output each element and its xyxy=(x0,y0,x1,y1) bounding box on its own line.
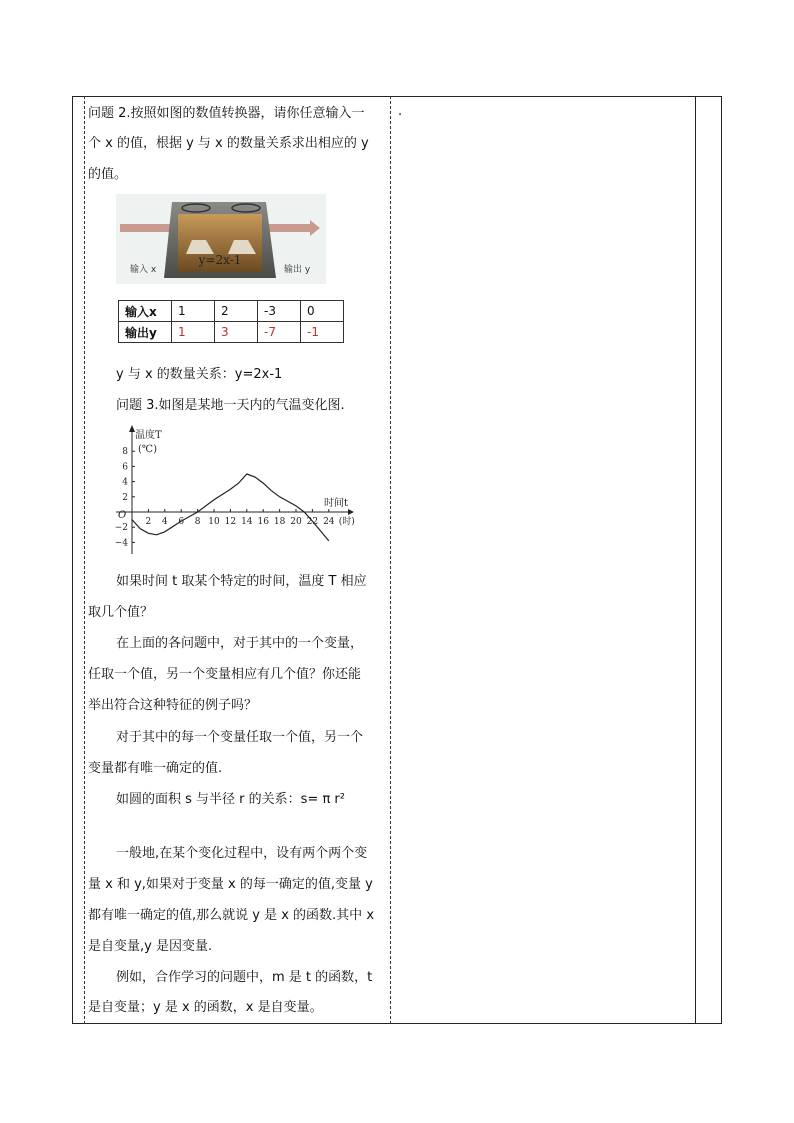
x-tick-label: 12 xyxy=(224,517,237,527)
x-tick-label: 4 xyxy=(161,517,168,527)
output-cell: 3 xyxy=(215,322,258,343)
x-tick-label: 16 xyxy=(257,517,269,527)
para-line: 都有唯一确定的值,那么就说 y 是 x 的函数.其中 x xyxy=(88,908,375,923)
para-line: 是自变量,y 是因变量. xyxy=(88,939,213,954)
output-header: 输出y xyxy=(119,322,172,343)
para-line: 在上面的各问题中，对于其中的一个变量， xyxy=(116,636,364,651)
para-line: 变量都有唯一确定的值. xyxy=(88,761,223,776)
table-row-input xyxy=(119,301,344,322)
x-tick-label: 22 xyxy=(306,517,319,527)
q2-line-1: 问题 2.按照如图的数值转换器，请你任意输入一 xyxy=(88,106,365,121)
x-tick-label: 14 xyxy=(241,517,253,527)
output-cell: 1 xyxy=(172,322,215,343)
x-tick-label: 24 xyxy=(323,517,335,527)
para-line: 例如，合作学习的问题中，m 是 t 的函数，t xyxy=(116,970,373,985)
input-cell: 2 xyxy=(215,301,258,322)
input-cell: 0 xyxy=(301,301,344,322)
y-tick-label: 2 xyxy=(122,492,128,503)
x-tick-label: 6 xyxy=(178,517,185,527)
x-axis-unit: (时) xyxy=(338,517,355,527)
para-line: 对于其中的每一个变量任取一个值，另一个 xyxy=(116,730,364,745)
table-row-output xyxy=(119,322,344,343)
machine-input-label: 输入 x xyxy=(130,265,157,275)
right-column-mark: . xyxy=(398,104,403,119)
x-tick-label: 8 xyxy=(194,517,201,527)
y-axis-unit: (℃) xyxy=(138,444,157,455)
temperature-chart xyxy=(112,424,362,560)
y-tick-label: −2 xyxy=(114,523,128,534)
para-line: 取几个值？ xyxy=(88,605,154,620)
y-axis-label: 温度T xyxy=(135,430,162,441)
machine-output-label: 输出 y xyxy=(284,265,311,275)
x-tick-label: 2 xyxy=(145,517,152,527)
right-column-border xyxy=(695,96,696,1024)
number-converter-image xyxy=(116,194,326,284)
output-cell: -1 xyxy=(301,322,344,343)
y-tick-label: −4 xyxy=(114,538,128,549)
para-line: 举出符合这种特征的例子吗？ xyxy=(88,698,258,713)
io-table xyxy=(118,300,344,343)
para-line: 如圆的面积 s 与半径 r 的关系：s= π r² xyxy=(116,792,345,807)
q2-line-3: 的值。 xyxy=(88,167,128,182)
y-tick-label: 6 xyxy=(122,462,128,473)
input-cell: -3 xyxy=(258,301,301,322)
para-line: 任取一个值，另一个变量相应有几个值？你还能 xyxy=(88,667,362,682)
para-line: 如果时间 t 取某个特定的时间，温度 T 相应 xyxy=(116,574,367,589)
origin-label: O xyxy=(118,510,127,521)
q2-line-2: 个 x 的值，根据 y 与 x 的数量关系求出相应的 y xyxy=(88,136,369,151)
middle-dashed-border xyxy=(390,96,391,1024)
left-dashed-border xyxy=(84,96,85,1024)
input-header: 输入x xyxy=(119,301,172,322)
temperature-line xyxy=(132,474,329,541)
output-cell: -7 xyxy=(258,322,301,343)
x-tick-label: 20 xyxy=(290,517,302,527)
x-tick-label: 18 xyxy=(273,517,286,527)
input-arrow xyxy=(120,224,176,232)
machine-formula: y=2x-1 xyxy=(198,253,242,267)
para-line: 是自变量；y 是 x 的函数，x 是自变量。 xyxy=(88,1000,323,1015)
y-tick-label: 8 xyxy=(122,447,128,458)
input-cell: 1 xyxy=(172,301,215,322)
para-line: 一般地,在某个变化过程中，设有两个两个变 xyxy=(116,846,368,861)
y-tick-label: 4 xyxy=(122,477,128,488)
x-axis-arrow xyxy=(348,509,354,515)
relation-text: y 与 x 的数量关系：y=2x-1 xyxy=(116,367,283,382)
x-axis-label: 时间t xyxy=(324,498,349,509)
x-tick-label: 10 xyxy=(208,517,220,527)
q3-text: 问题 3.如图是某地一天内的气温变化图. xyxy=(116,398,345,413)
para-line: 量 x 和 y,如果对于变量 x 的每一确定的值,变量 y xyxy=(88,877,373,892)
